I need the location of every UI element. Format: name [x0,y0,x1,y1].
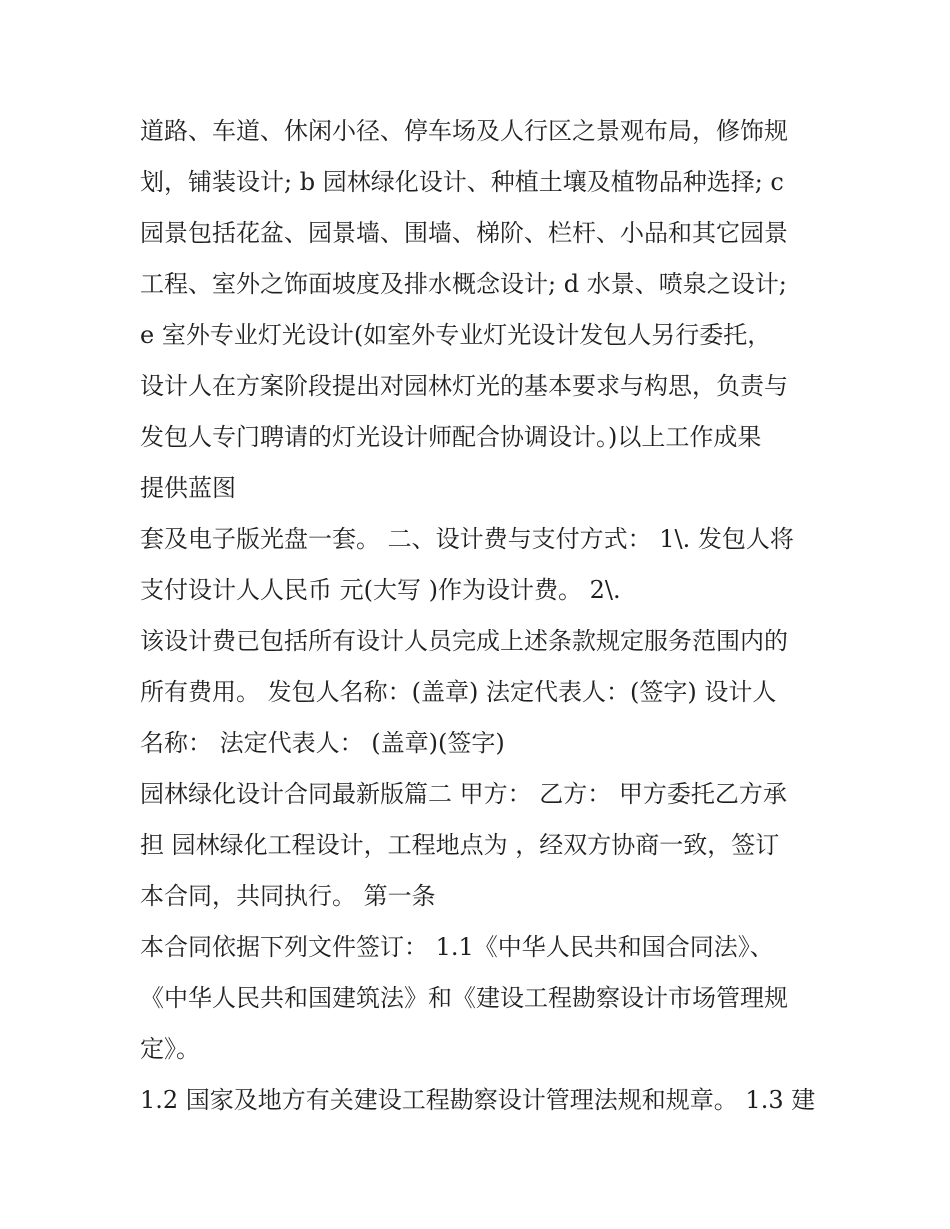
text-line-12: 所有费用。 发包人名称：(盖章) 法定代表人：(签字) 设计人 [140,678,777,706]
text-line-2: 划，铺装设计; b 园林绿化设计、种植土壤及植物品种选择; c [140,168,784,196]
text-line-20: 1.2 国家及地方有关建设工程勘察设计管理法规和规章。 1.3 建 [140,1086,816,1114]
text-line-6: 设计人在方案阶段提出对园林灯光的基本要求与构思，负责与 [140,372,788,400]
text-line-9: 套及电子版光盘一套。 二、设计费与支付方式： 1\. 发包人将 [140,525,794,553]
contract-text-block [140,106,830,1126]
text-line-5: e 室外专业灯光设计(如室外专业灯光设计发包人另行委托， [140,321,772,349]
text-line-3: 园景包括花盆、园景墙、围墙、梯阶、栏杆、小品和其它园景 [140,219,788,247]
text-line-15: 担 园林绿化工程设计，工程地点为 ，经双方协商一致，签订 [140,831,780,859]
text-line-7: 发包人专门聘请的灯光设计师配合协调设计。)以上工作成果 [140,423,762,451]
text-line-18: 《中华人民共和国建筑法》和《建设工程勘察设计市场管理规 [140,984,788,1012]
text-line-11: 该设计费已包括所有设计人员完成上述条款规定服务范围内的 [140,627,788,655]
text-line-8: 提供蓝图 [140,474,236,502]
text-line-13: 名称： 法定代表人： (盖章)(签字) [140,729,505,757]
text-line-1: 道路、车道、休闲小径、停车场及人行区之景观布局，修饰规 [140,117,788,145]
text-line-4: 工程、室外之饰面坡度及排水概念设计; d 水景、喷泉之设计; [140,270,787,298]
text-line-14: 园林绿化设计合同最新版篇二 甲方： 乙方： 甲方委托乙方承 [140,780,787,808]
text-line-17: 本合同依据下列文件签订： 1.1《中华人民共和国合同法》、 [140,933,774,961]
text-line-16: 本合同，共同执行。 第一条 [140,882,436,910]
text-line-19: 定》。 [140,1035,200,1063]
text-line-10: 支付设计人人民币 元(大写 )作为设计费。 2\. [140,576,621,604]
